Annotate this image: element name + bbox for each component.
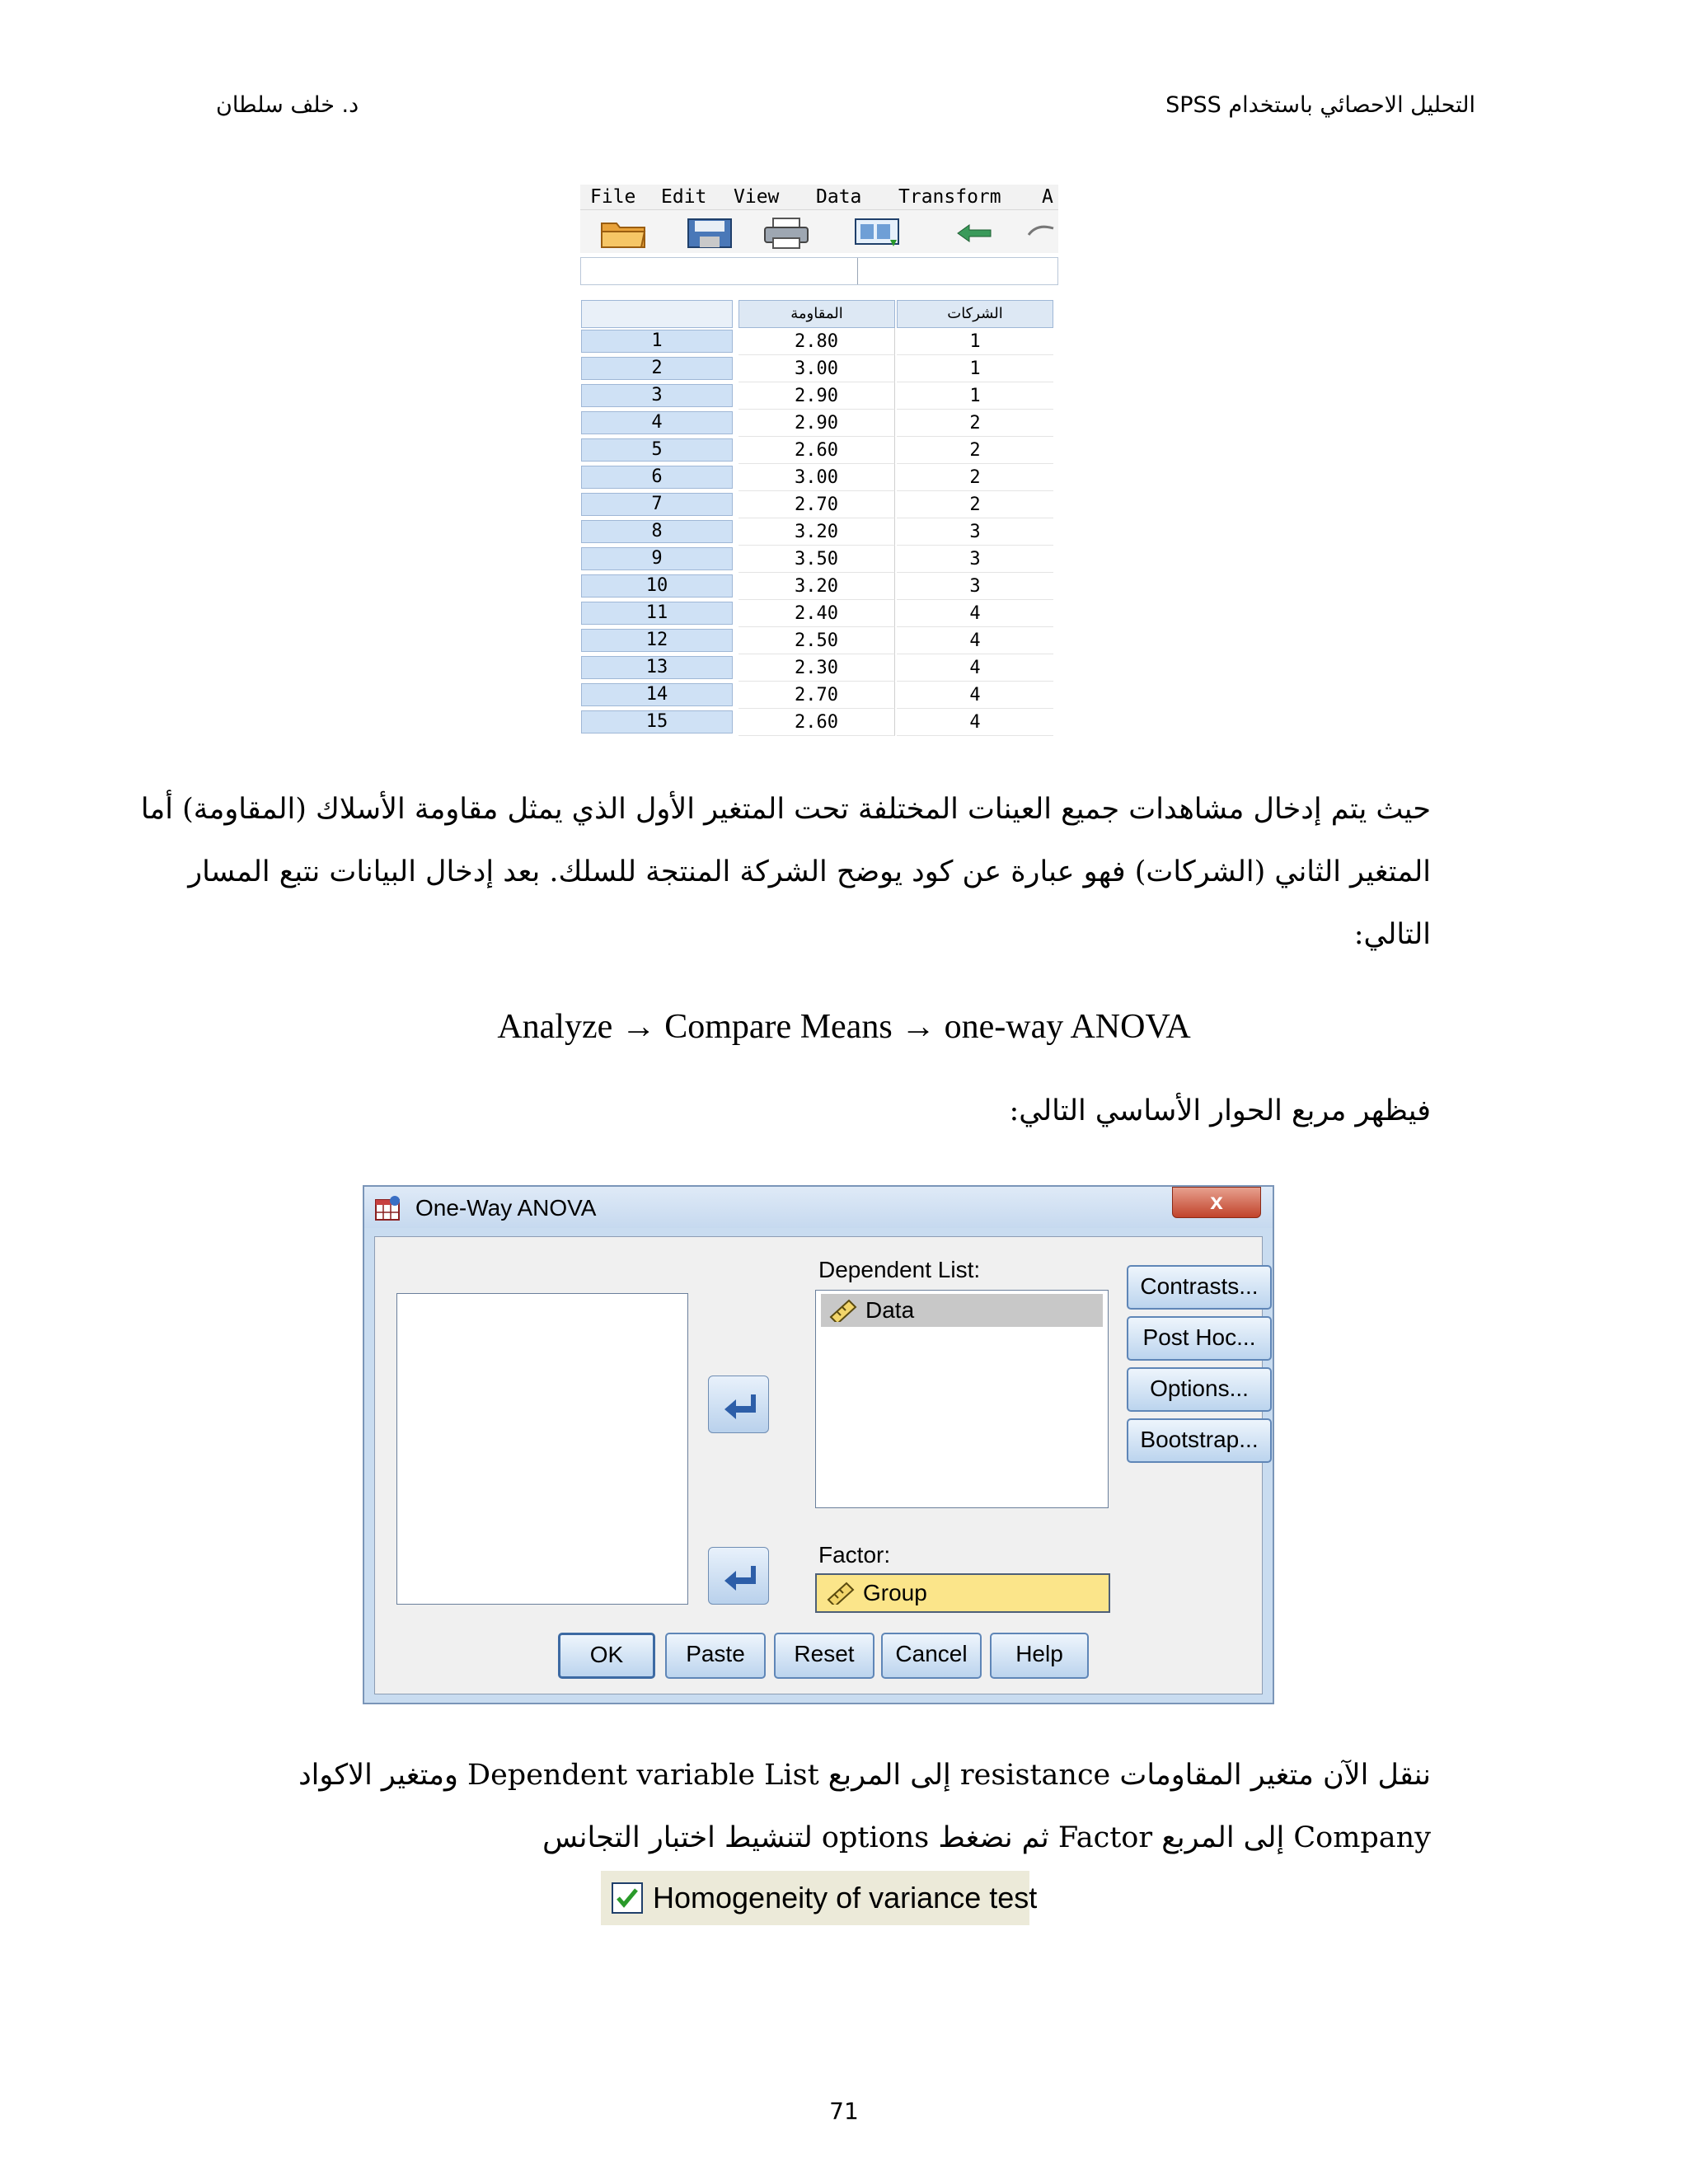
- contrasts-button[interactable]: Contrasts...: [1127, 1265, 1272, 1310]
- row-header[interactable]: 4: [581, 411, 733, 434]
- data-cell[interactable]: 1: [897, 382, 1053, 410]
- paragraph-3-line-2: Company إلى المربع Factor ثم نضغط options لتنشيط اختبار التجانس: [542, 1821, 1431, 1854]
- row-header[interactable]: 6: [581, 466, 733, 489]
- spss-data-editor-screenshot: [580, 185, 1058, 749]
- spss-menubar: [580, 185, 1058, 210]
- data-cell[interactable]: 2.90: [738, 410, 895, 437]
- move-to-dependent-button[interactable]: [708, 1376, 769, 1433]
- dependent-list-label: Dependent List:: [818, 1257, 981, 1282]
- cell-editor-bar[interactable]: [580, 257, 1058, 285]
- scale-ruler-icon: [825, 1582, 856, 1605]
- help-button[interactable]: Help: [990, 1633, 1089, 1679]
- dialog-body: [374, 1236, 1263, 1694]
- row-header[interactable]: 15: [581, 710, 733, 733]
- bootstrap-button[interactable]: Bootstrap...: [1127, 1418, 1272, 1463]
- data-cell[interactable]: 2: [897, 437, 1053, 464]
- data-cell[interactable]: 2.90: [738, 382, 895, 410]
- row-header[interactable]: 1: [581, 330, 733, 353]
- page-number: 71: [829, 2097, 859, 2125]
- row-header[interactable]: 5: [581, 438, 733, 462]
- menu-edit[interactable]: Edit: [661, 186, 707, 208]
- running-header-author: د. خلف سلطان: [216, 92, 359, 118]
- homogeneity-checkbox-label: Homogeneity of variance test: [653, 1881, 1038, 1915]
- running-header-title: التحليل الاحصائي باستخدام SPSS: [1165, 92, 1475, 118]
- paragraph-1-line-1: حيث يتم إدخال مشاهدات جميع العينات المختلفة تحت المتغير الأول الذي يمثل مقاومة الأسلاك (المقاومة) أما: [140, 793, 1431, 826]
- data-cell[interactable]: 3: [897, 546, 1053, 573]
- reset-button[interactable]: Reset: [774, 1633, 874, 1679]
- factor-variable-name: Group: [863, 1580, 927, 1605]
- anova-app-icon: [374, 1195, 402, 1221]
- dialog-titlebar: [364, 1187, 1273, 1228]
- factor-variable-item[interactable]: [818, 1577, 1107, 1610]
- data-cell[interactable]: 2: [897, 464, 1053, 491]
- spss-toolbar: [580, 210, 1058, 253]
- row-header[interactable]: 7: [581, 493, 733, 516]
- data-cell[interactable]: 3.20: [738, 518, 895, 546]
- redo-icon[interactable]: [1025, 217, 1058, 250]
- data-cell[interactable]: 3.20: [738, 573, 895, 600]
- row-header[interactable]: 9: [581, 547, 733, 570]
- paragraph-3-line-1: ننقل الآن متغير المقاومات resistance إلى المربع Dependent variable List ومتغير الاكواد: [298, 1759, 1431, 1792]
- row-header[interactable]: 2: [581, 357, 733, 380]
- row-header[interactable]: 3: [581, 384, 733, 407]
- column-header-companies[interactable]: الشركات: [897, 300, 1053, 328]
- dependent-variable-item[interactable]: [821, 1294, 1103, 1327]
- homogeneity-checkbox-snippet: [601, 1871, 1038, 1925]
- menu-data[interactable]: Data: [816, 186, 862, 208]
- source-variable-list[interactable]: [396, 1293, 688, 1605]
- paragraph-2: فيظهر مربع الحوار الأساسي التالي:: [1009, 1094, 1431, 1127]
- corner-header: [581, 300, 733, 328]
- paragraph-1-line-2: المتغير الثاني (الشركات) فهو عبارة عن كود يوضح الشركة المنتجة للسلك. بعد إدخال البيانات نتبع المسار: [188, 855, 1431, 888]
- data-cell[interactable]: 2.70: [738, 682, 895, 709]
- data-cell[interactable]: 4: [897, 654, 1053, 682]
- arrow-left-icon: [723, 1561, 756, 1592]
- one-way-anova-dialog: [363, 1185, 1274, 1704]
- check-mark-icon: [613, 1884, 641, 1912]
- data-cell[interactable]: 2.60: [738, 437, 895, 464]
- data-cell[interactable]: 3.00: [738, 355, 895, 382]
- paste-button[interactable]: Paste: [665, 1633, 766, 1679]
- open-folder-icon[interactable]: [598, 217, 651, 250]
- dialog-title: One-Way ANOVA: [415, 1195, 597, 1221]
- paragraph-1-line-3: التالي:: [1353, 918, 1431, 951]
- menu-file[interactable]: File: [590, 186, 636, 208]
- save-icon[interactable]: [683, 217, 736, 250]
- menu-analyze-cut[interactable]: A: [1042, 186, 1053, 208]
- print-icon[interactable]: [760, 217, 813, 250]
- data-cell[interactable]: 2.40: [738, 600, 895, 627]
- move-to-factor-button[interactable]: [708, 1547, 769, 1605]
- data-cell[interactable]: 4: [897, 627, 1053, 654]
- close-button[interactable]: x: [1172, 1187, 1261, 1218]
- row-header[interactable]: 12: [581, 629, 733, 652]
- factor-label: Factor:: [818, 1542, 891, 1568]
- data-cell[interactable]: 1: [897, 328, 1053, 355]
- ok-button[interactable]: OK: [558, 1633, 655, 1679]
- options-button[interactable]: Options...: [1127, 1367, 1272, 1412]
- data-cell[interactable]: 3.00: [738, 464, 895, 491]
- undo-icon[interactable]: [951, 217, 1004, 250]
- row-header[interactable]: 14: [581, 683, 733, 706]
- data-cell[interactable]: 2: [897, 410, 1053, 437]
- homogeneity-checkbox[interactable]: [612, 1882, 643, 1914]
- data-cell[interactable]: 3: [897, 573, 1053, 600]
- scale-ruler-icon: [828, 1299, 859, 1322]
- menu-view[interactable]: View: [734, 186, 780, 208]
- recall-dialog-icon[interactable]: [852, 217, 905, 250]
- row-header[interactable]: 10: [581, 574, 733, 598]
- cancel-button[interactable]: Cancel: [881, 1633, 982, 1679]
- factor-box[interactable]: [815, 1573, 1110, 1613]
- menu-transform[interactable]: Transform: [898, 186, 1001, 208]
- row-header[interactable]: 8: [581, 520, 733, 543]
- data-cell[interactable]: 4: [897, 600, 1053, 627]
- data-cell[interactable]: 2.50: [738, 627, 895, 654]
- dependent-list-box[interactable]: [815, 1290, 1109, 1508]
- row-header[interactable]: 11: [581, 602, 733, 625]
- data-cell[interactable]: 2.80: [738, 328, 895, 355]
- data-cell[interactable]: 3.50: [738, 546, 895, 573]
- data-cell[interactable]: 1: [897, 355, 1053, 382]
- menu-path: Analyze → Compare Means → one-way ANOVA: [497, 1008, 1191, 1046]
- dependent-variable-name: Data: [865, 1297, 915, 1323]
- data-cell[interactable]: 2.70: [738, 491, 895, 518]
- data-cell[interactable]: 4: [897, 709, 1053, 736]
- data-cell[interactable]: 2.60: [738, 709, 895, 736]
- data-cell[interactable]: 2: [897, 491, 1053, 518]
- arrow-left-icon: [723, 1390, 756, 1421]
- column-header-resistance[interactable]: المقاومة: [738, 300, 895, 328]
- post-hoc-button[interactable]: Post Hoc...: [1127, 1316, 1272, 1361]
- row-header[interactable]: 13: [581, 656, 733, 679]
- data-cell[interactable]: 4: [897, 682, 1053, 709]
- data-cell[interactable]: 2.30: [738, 654, 895, 682]
- data-cell[interactable]: 3: [897, 518, 1053, 546]
